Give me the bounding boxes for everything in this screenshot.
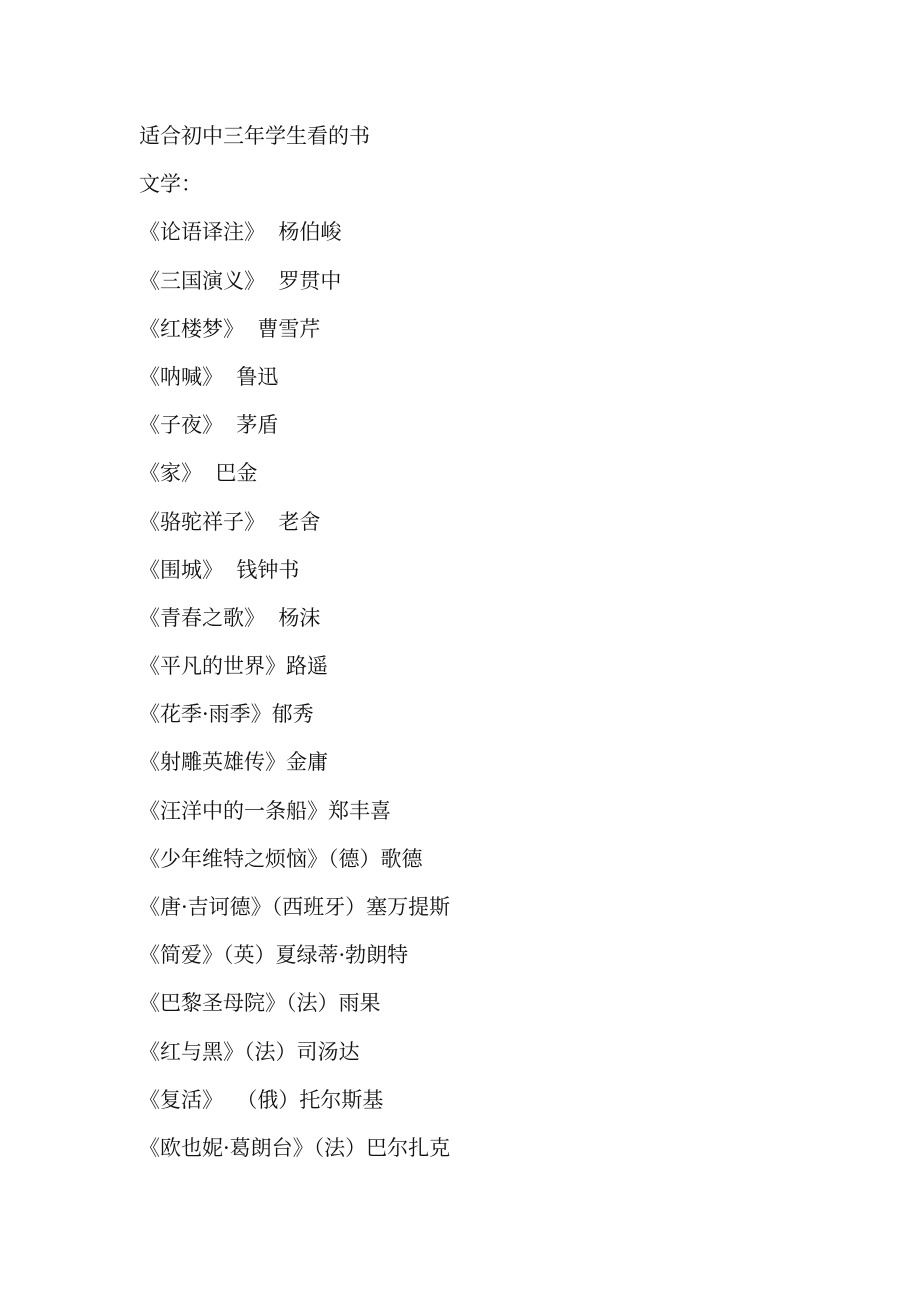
book-entry: 《论语译注》 杨伯峻 — [139, 220, 342, 245]
book-entry: 《子夜》 茅盾 — [139, 413, 279, 438]
book-entry: 《巴黎圣母院》（法）雨果 — [139, 991, 381, 1016]
book-entry: 《红楼梦》 曹雪芹 — [139, 316, 321, 341]
document-title: 适合初中三年学生看的书 — [139, 124, 370, 148]
book-entry: 《家》 巴金 — [139, 461, 258, 486]
book-entry: 《少年维特之烦恼》（德）歌德 — [139, 846, 423, 871]
book-entry: 《欧也妮·葛朗台》（法）巴尔扎克 — [139, 1135, 451, 1160]
book-entry: 《围城》 钱钟书 — [139, 557, 300, 582]
book-entry: 《三国演义》 罗贯中 — [139, 268, 342, 293]
book-entry: 《骆驼祥子》 老舍 — [139, 509, 321, 534]
section-label-literature: 文学： — [139, 172, 202, 197]
book-entry: 《红与黑》（法）司汤达 — [139, 1039, 360, 1064]
book-entry: 《呐喊》 鲁迅 — [139, 364, 279, 389]
document-body — [139, 112, 839, 1172]
book-entry: 《平凡的世界》路遥 — [139, 654, 328, 679]
book-entry: 《花季·雨季》郁秀 — [139, 702, 314, 727]
book-entry: 《青春之歌》 杨沫 — [139, 605, 321, 630]
book-entry: 《唐·吉诃德》（西班牙）塞万提斯 — [139, 895, 451, 919]
book-entry: 《简爱》（英）夏绿蒂·勃朗特 — [139, 943, 409, 968]
book-entry: 《复活》 （俄）托尔斯基 — [139, 1087, 384, 1112]
book-entry: 《射雕英雄传》金庸 — [139, 750, 328, 775]
book-entry: 《汪洋中的一条船》郑丰喜 — [139, 798, 391, 823]
